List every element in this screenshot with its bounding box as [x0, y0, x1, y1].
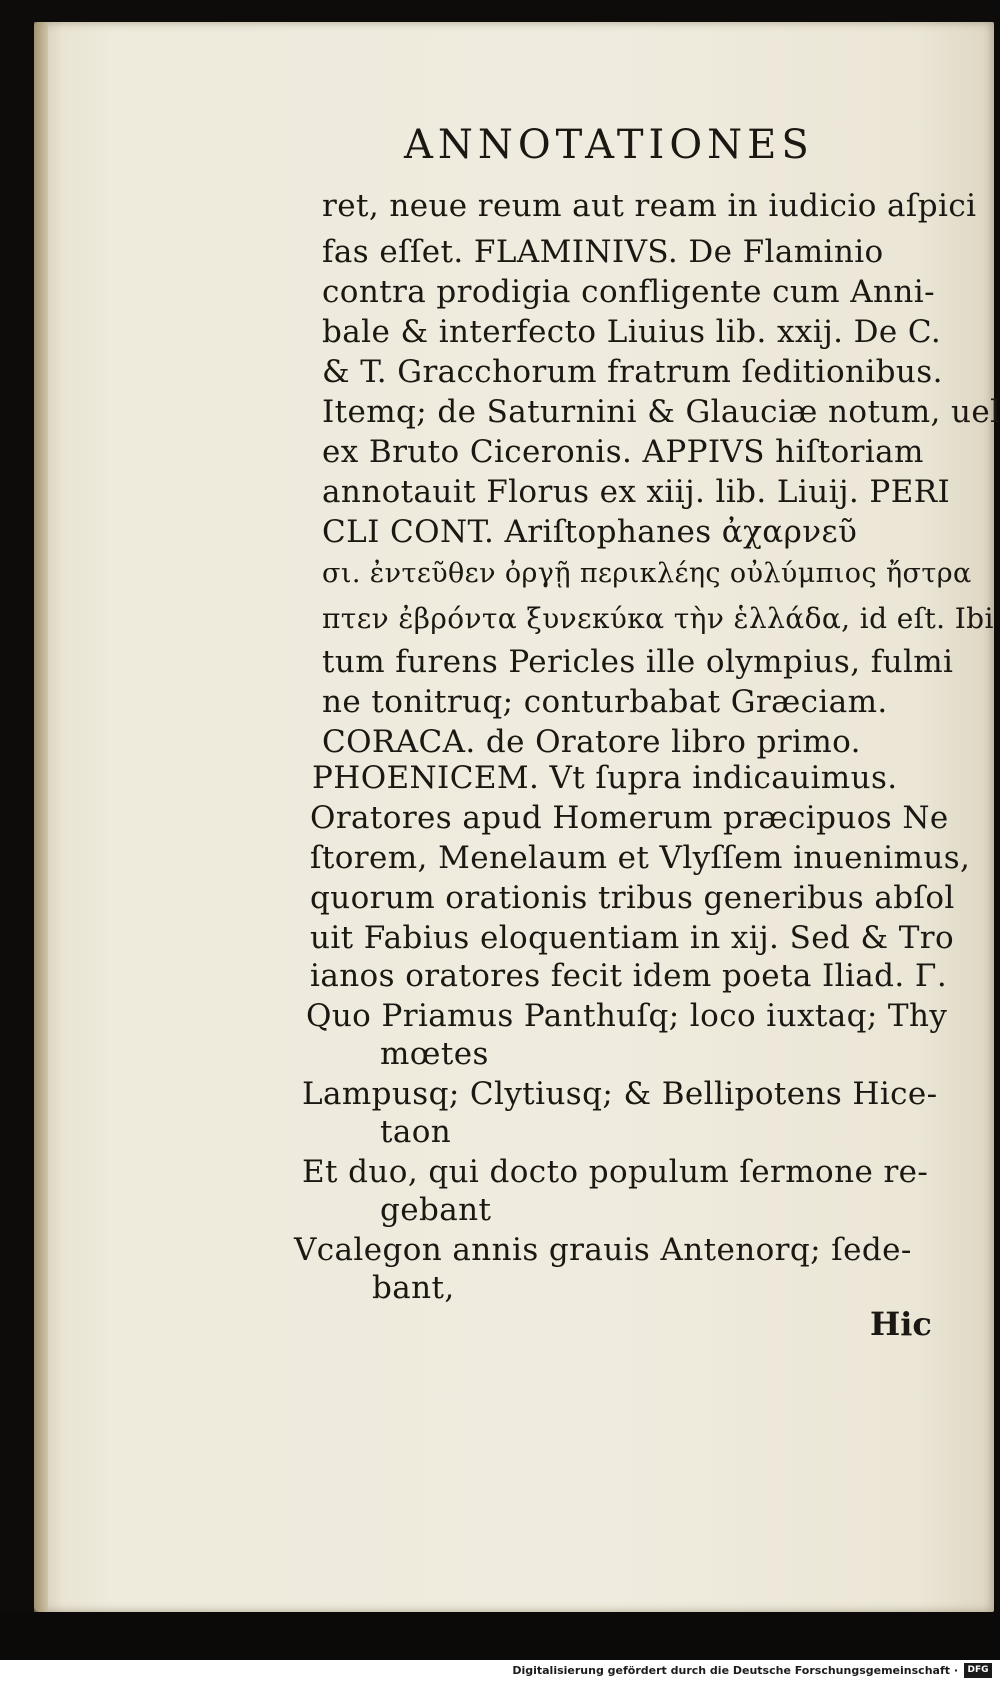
- running-head: ANNOTATIONES: [404, 122, 814, 168]
- text-line: ianos oratores fecit idem poeta Iliad. Γ.: [310, 958, 948, 994]
- greek-text-line: σι. ἐντεῦθεν ὀργῇ περικλέης οὐλύμπιος ἤστρα: [322, 558, 972, 589]
- verse-continuation: taon: [380, 1114, 452, 1150]
- text-line: PHOENICEM. Vt ſupra indicauimus.: [312, 760, 898, 796]
- text-line: & T. Gracchorum fratrum ſeditionibus.: [322, 354, 943, 390]
- greek-text-line: πτεν ἐβρόντα ξυνεκύκα τὴν ἑλλάδα, id eſt. Ibi: [322, 602, 994, 635]
- catchword: Hic: [870, 1305, 932, 1343]
- dfg-logo-icon: DFG: [964, 1663, 992, 1678]
- text-line: ret, neue reum aut ream in iudicio aſpici: [322, 188, 977, 224]
- verse-continuation: mœtes: [380, 1036, 489, 1072]
- footer-credit: Digitalisierung gefördert durch die Deutsche Forschungsgemeinschaft ·: [512, 1664, 958, 1677]
- text-line: bale & interfecto Liuius lib. xxij. De C.: [322, 314, 942, 350]
- scan-bottom-edge: [0, 1612, 1000, 1660]
- text-line: fas eſſet. FLAMINIVS. De Flaminio: [322, 234, 884, 270]
- text-line: tum furens Pericles ille olympius, fulmi: [322, 644, 954, 680]
- text-line: uit Fabius eloquentiam in xij. Sed & Tro: [310, 920, 955, 956]
- text-line: CORACA. de Oratore libro primo.: [322, 724, 861, 760]
- text-line: contra prodigia confligente cum Anni-: [322, 274, 935, 310]
- digitization-footer: [0, 1660, 1000, 1684]
- verse-continuation: bant,: [372, 1270, 455, 1306]
- text-line: ex Bruto Ciceronis. APPIVS hiſtoriam: [322, 434, 924, 470]
- text-line: CLI CONT. Ariſtophanes ἀχαρνεῦ: [322, 514, 858, 550]
- text-line: Itemq; de Saturnini & Glauciæ notum, uel: [322, 394, 1000, 430]
- text-line: ſtorem, Menelaum et Vlyſſem inuenimus,: [310, 840, 971, 876]
- text-line: Oratores apud Homerum præcipuos Ne: [310, 800, 949, 836]
- verse-line: Vcalegon annis grauis Antenorq; ſede-: [294, 1232, 912, 1268]
- text-line: quorum orationis tribus generibus abſol: [310, 880, 955, 916]
- verse-line: Quo Priamus Panthuſq; loco iuxtaq; Thy: [306, 998, 948, 1034]
- text-line: annotauit Florus ex xiij. lib. Liuij. PERI: [322, 474, 951, 510]
- page-gutter: [34, 22, 48, 1612]
- text-line: ne tonitruq; conturbabat Græciam.: [322, 684, 888, 720]
- verse-line: Lampusq; Clytiusq; & Bellipotens Hice-: [302, 1076, 938, 1112]
- verse-continuation: gebant: [380, 1192, 492, 1228]
- verse-line: Et duo, qui docto populum ſermone re-: [302, 1154, 929, 1190]
